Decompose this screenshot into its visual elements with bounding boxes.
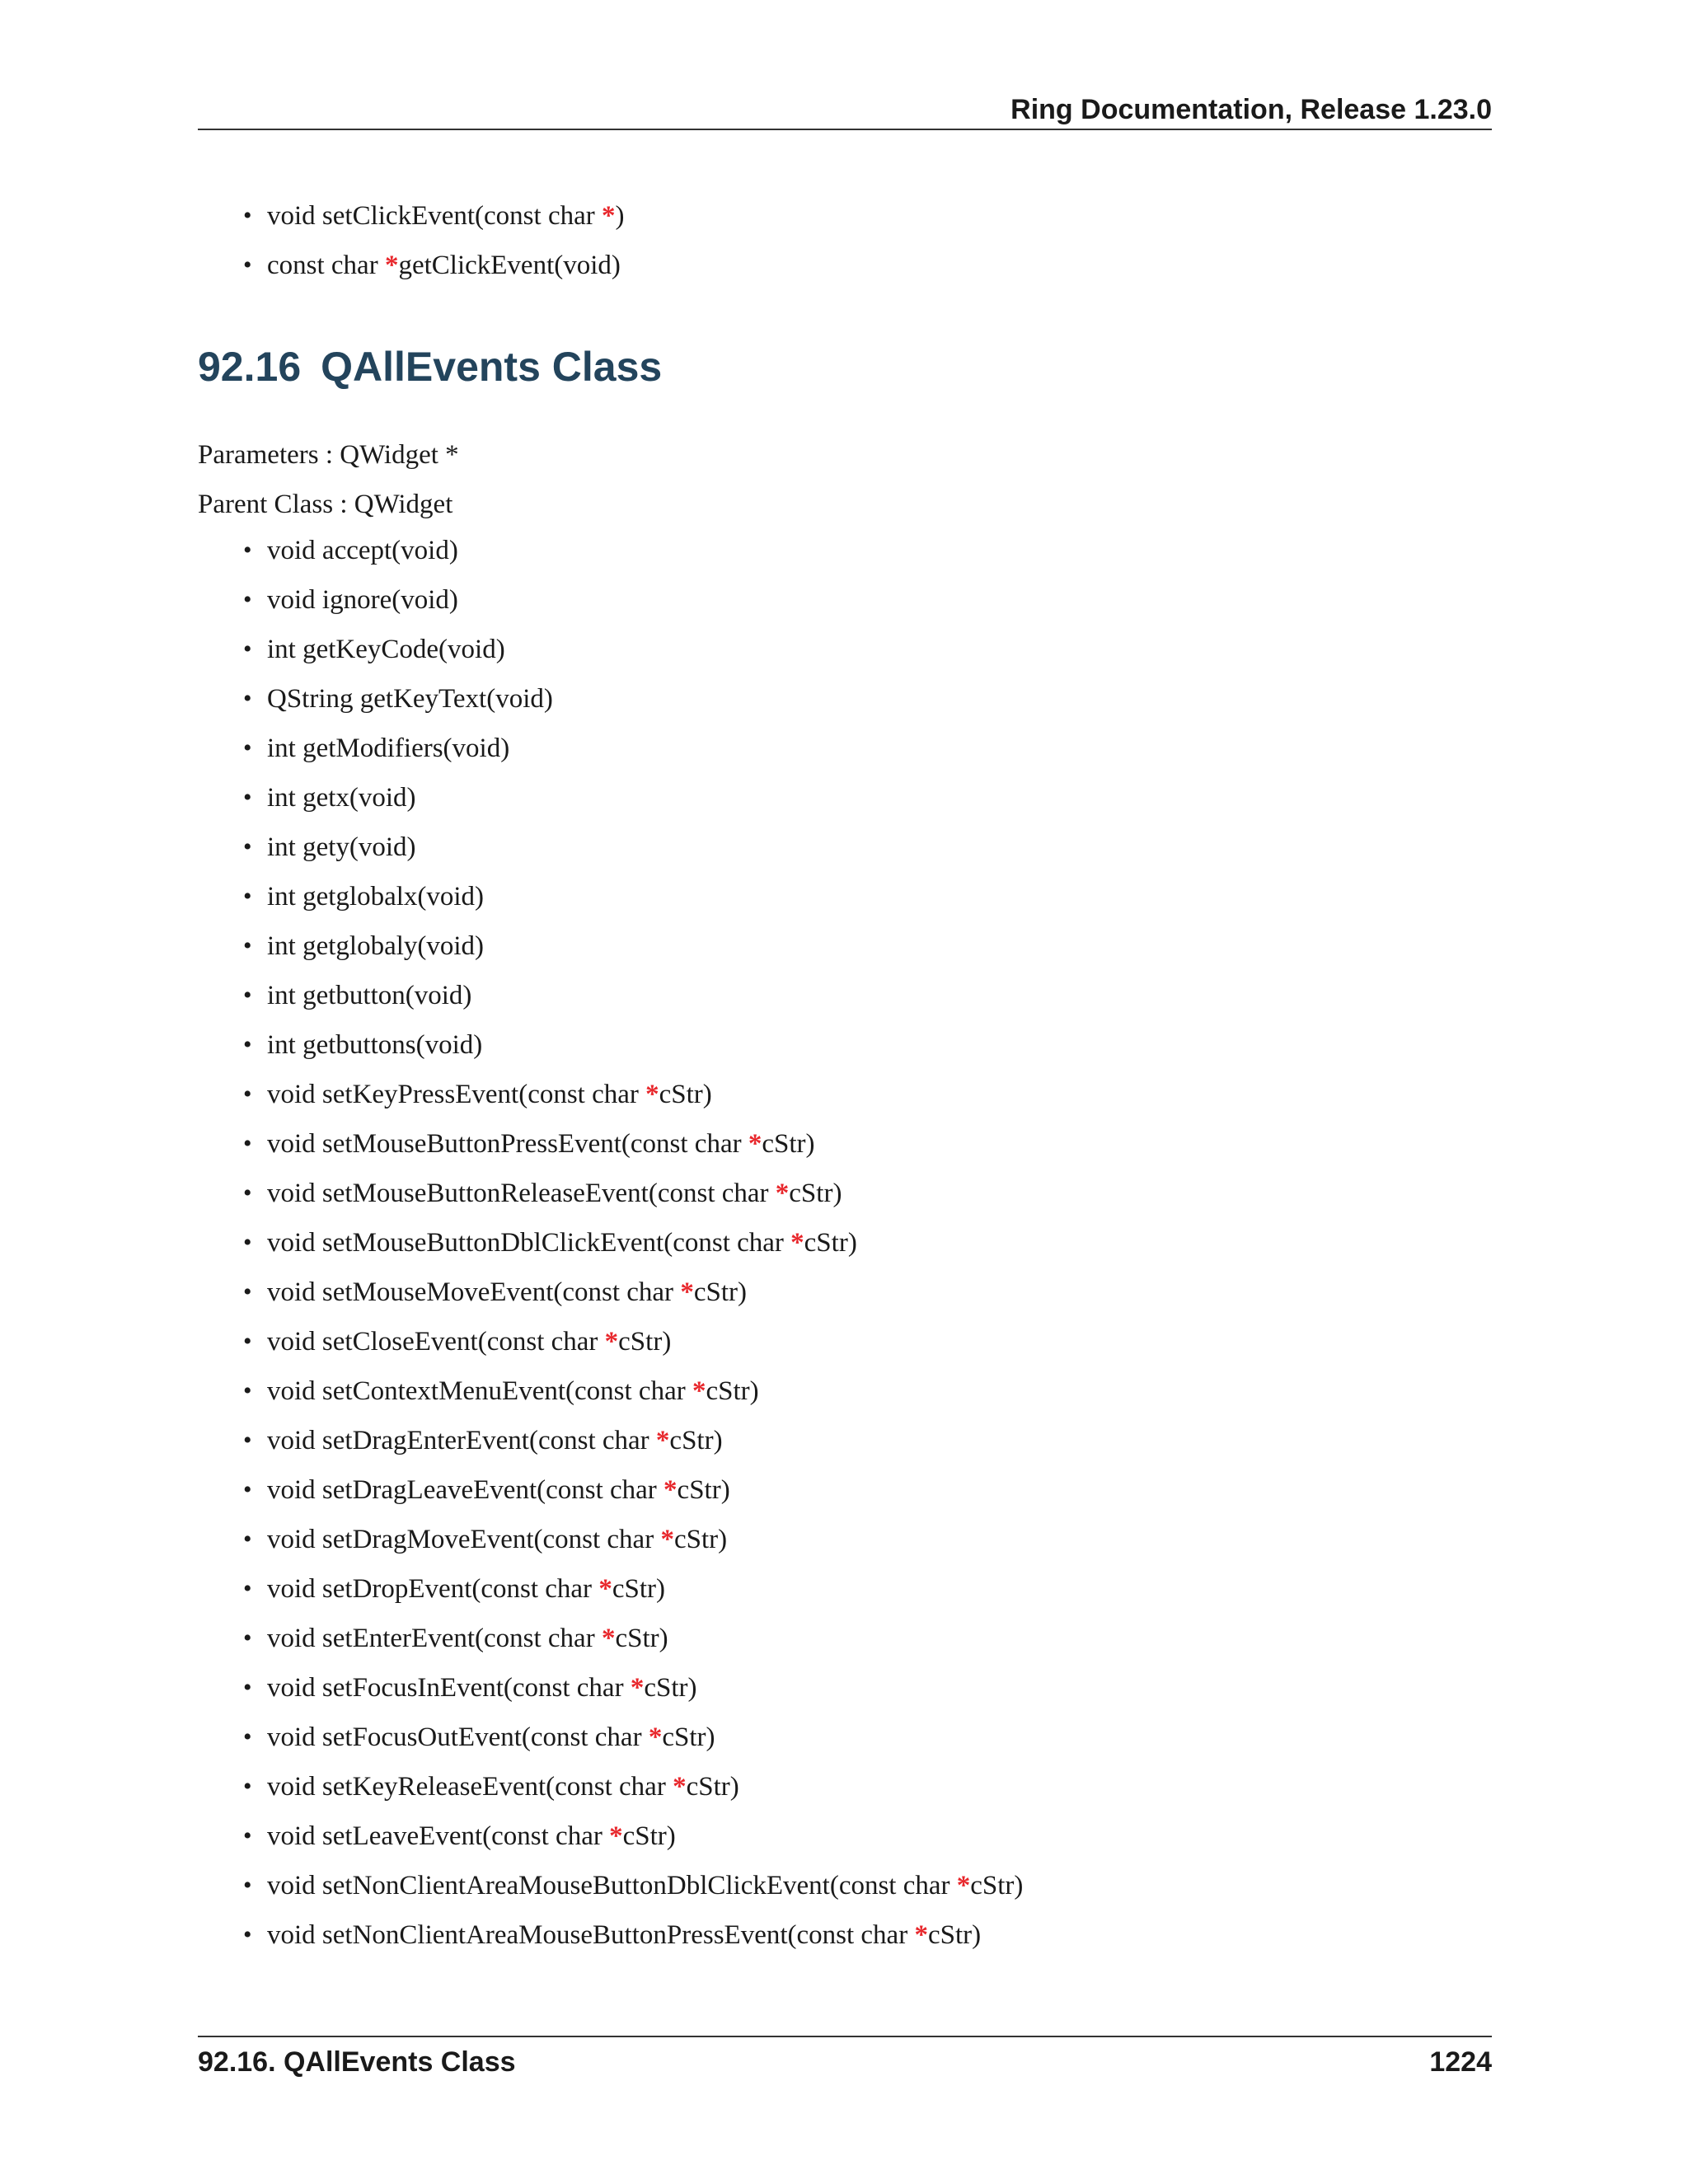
list-item: [243, 971, 1492, 1020]
signature-text: int getbutton(void): [267, 981, 472, 1010]
list-item: [243, 526, 1492, 575]
running-footer: [198, 2036, 1492, 2085]
list-item: [243, 241, 1492, 290]
signature-text: void setFocusInEvent(const char: [267, 1673, 631, 1703]
section-heading: [198, 338, 662, 396]
signature-text-tail: cStr): [669, 1426, 723, 1455]
signature-text-tail: cStr): [612, 1574, 665, 1604]
pointer-star: *: [645, 1080, 659, 1109]
bullet-icon: •: [243, 1328, 252, 1355]
signature-text-tail: cStr): [686, 1772, 739, 1802]
signature-text: QString getKeyText(void): [267, 684, 553, 714]
list-item: [243, 724, 1492, 773]
signature-text: void setKeyPressEvent(const char: [267, 1080, 646, 1109]
pointer-star: *: [630, 1673, 645, 1703]
pointer-star: *: [598, 1574, 612, 1604]
list-item: [243, 1366, 1492, 1416]
signature-text-tail: cStr): [662, 1722, 715, 1752]
bullet-icon: •: [243, 1031, 252, 1058]
signature-text: void setDragLeaveEvent(const char: [267, 1475, 664, 1505]
list-item: [243, 1713, 1492, 1762]
pointer-star: *: [956, 1871, 971, 1900]
pointer-star: *: [673, 1772, 687, 1802]
bullet-icon: •: [243, 537, 252, 564]
signature-text-tail: cStr): [789, 1179, 842, 1208]
method-list: [198, 526, 1492, 1960]
pointer-star: *: [655, 1426, 670, 1455]
bullet-icon: •: [243, 1575, 252, 1602]
bullet-icon: •: [243, 1872, 252, 1899]
signature-text: void setContextMenuEvent(const char: [267, 1376, 692, 1406]
signature-text: void setFocusOutEvent(const char: [267, 1722, 649, 1752]
signature-text: void setMouseButtonDblClickEvent(const char: [267, 1228, 791, 1258]
list-item: [243, 773, 1492, 823]
bullet-icon: •: [243, 1723, 252, 1750]
bullet-icon: •: [243, 1773, 252, 1800]
pointer-star: *: [663, 1475, 678, 1505]
list-item: [243, 1119, 1492, 1169]
bullet-icon: •: [243, 734, 252, 762]
signature-text: void setEnterEvent(const char: [267, 1624, 602, 1653]
pointer-star: *: [648, 1722, 663, 1752]
pointer-star: *: [748, 1129, 762, 1159]
signature-text: void accept(void): [267, 536, 458, 565]
list-item: [243, 1416, 1492, 1465]
list-item: [243, 823, 1492, 872]
signature-text: void setMouseButtonPressEvent(const char: [267, 1129, 748, 1159]
signature-text: void setDragMoveEvent(const char: [267, 1525, 661, 1554]
list-item: [243, 625, 1492, 674]
bullet-icon: •: [243, 1624, 252, 1652]
bullet-icon: •: [243, 1080, 252, 1108]
signature-text-tail: cStr): [673, 1525, 728, 1554]
list-item: [243, 1762, 1492, 1811]
bullet-icon: •: [243, 1377, 252, 1404]
signature-text: int getglobaly(void): [267, 931, 485, 961]
bullet-icon: •: [243, 586, 252, 613]
list-item: [243, 1465, 1492, 1515]
bullet-icon: •: [243, 1179, 252, 1207]
list-item: [243, 575, 1492, 625]
section-title: QAllEvents Class: [321, 344, 663, 390]
running-header: [198, 89, 1492, 130]
bullet-icon: •: [243, 1130, 252, 1157]
list-item: [243, 674, 1492, 724]
pointer-star: *: [601, 201, 616, 231]
signature-text-tail: cStr): [970, 1871, 1024, 1900]
header-title: Ring Documentation, Release 1.23.0: [1010, 94, 1492, 125]
pointer-star: *: [692, 1376, 706, 1406]
signature-text-tail: ): [615, 201, 625, 231]
signature-text: void setKeyReleaseEvent(const char: [267, 1772, 673, 1802]
bullet-icon: •: [243, 1674, 252, 1701]
list-item: [243, 1564, 1492, 1614]
signature-text: const char: [267, 251, 385, 280]
signature-text-tail: cStr): [804, 1228, 857, 1258]
list-item: [243, 1811, 1492, 1861]
signature-text: int getglobalx(void): [267, 882, 485, 912]
intro-method-list: [198, 191, 1492, 290]
bullet-icon: •: [243, 202, 252, 229]
bullet-icon: •: [243, 784, 252, 811]
signature-text-tail: cStr): [693, 1277, 747, 1307]
bullet-icon: •: [243, 251, 252, 279]
pointer-star: *: [384, 251, 399, 280]
pointer-star: *: [775, 1179, 790, 1208]
list-item: [243, 1515, 1492, 1564]
bullet-icon: •: [243, 1427, 252, 1454]
footer-page-number: 1224: [1429, 2046, 1492, 2078]
signature-text-tail: cStr): [659, 1080, 712, 1109]
pointer-star: *: [601, 1624, 616, 1653]
signature-text: int getx(void): [267, 783, 416, 813]
bullet-icon: •: [243, 1921, 252, 1948]
pointer-star: *: [604, 1327, 619, 1357]
signature-text: void setNonClientAreaMouseButtonPressEvent(const char: [267, 1920, 915, 1950]
signature-text-tail: cStr): [615, 1624, 668, 1653]
list-item: [243, 1663, 1492, 1713]
signature-text: void setClickEvent(const char: [267, 201, 602, 231]
signature-text: void setNonClientAreaMouseButtonDblClickEvent(const char: [267, 1871, 957, 1900]
bullet-icon: •: [243, 1476, 252, 1503]
signature-text: void setDragEnterEvent(const char: [267, 1426, 656, 1455]
bullet-icon: •: [243, 1229, 252, 1256]
signature-text-tail: cStr): [927, 1920, 982, 1950]
signature-text-tail: getClickEvent(void): [398, 251, 621, 280]
parent-class-line: Parent Class : QWidget: [198, 490, 453, 519]
list-item: [243, 1070, 1492, 1119]
list-item: [243, 1020, 1492, 1070]
signature-text: void ignore(void): [267, 585, 458, 615]
pointer-star: *: [914, 1920, 928, 1950]
signature-text: int getbuttons(void): [267, 1030, 483, 1060]
signature-text: void setDropEvent(const char: [267, 1574, 599, 1604]
signature-text-tail: cStr): [762, 1129, 815, 1159]
list-item: [243, 1861, 1492, 1910]
signature-text-tail: cStr): [706, 1376, 759, 1406]
bullet-icon: •: [243, 1526, 252, 1553]
list-item: [243, 1169, 1492, 1218]
signature-text: void setLeaveEvent(const char: [267, 1821, 610, 1851]
method-list-wrapper: [198, 526, 1492, 1960]
signature-text: void setMouseMoveEvent(const char: [267, 1277, 681, 1307]
list-item: [243, 921, 1492, 971]
bullet-icon: •: [243, 1278, 252, 1305]
footer-section-ref: 92.16. QAllEvents Class: [198, 2046, 516, 2078]
signature-text-tail: cStr): [622, 1821, 676, 1851]
bullet-icon: •: [243, 635, 252, 663]
signature-text-tail: cStr): [618, 1327, 672, 1357]
list-item: [243, 1218, 1492, 1268]
list-item: [243, 1317, 1492, 1366]
signature-text: int getKeyCode(void): [267, 635, 505, 664]
pointer-star: *: [660, 1525, 674, 1554]
list-item: [243, 1910, 1492, 1960]
bullet-icon: •: [243, 883, 252, 910]
signature-text: void setMouseButtonReleaseEvent(const char: [267, 1179, 776, 1208]
bullet-icon: •: [243, 685, 252, 712]
list-item: [243, 1268, 1492, 1317]
bullet-icon: •: [243, 932, 252, 959]
signature-text-tail: cStr): [644, 1673, 697, 1703]
signature-text: int gety(void): [267, 832, 416, 862]
bullet-icon: •: [243, 1822, 252, 1849]
list-item: [243, 872, 1492, 921]
list-item: [243, 191, 1492, 241]
list-item: [243, 1614, 1492, 1663]
signature-text: int getModifiers(void): [267, 733, 510, 763]
intro-list-wrapper: [198, 191, 1492, 290]
section-number: 92.16: [198, 344, 302, 390]
signature-text-tail: cStr): [677, 1475, 730, 1505]
pointer-star: *: [790, 1228, 804, 1258]
pointer-star: *: [609, 1821, 623, 1851]
bullet-icon: •: [243, 982, 252, 1009]
pointer-star: *: [680, 1277, 694, 1307]
parameters-line: Parameters : QWidget *: [198, 440, 459, 470]
signature-text: void setCloseEvent(const char: [267, 1327, 605, 1357]
bullet-icon: •: [243, 833, 252, 860]
